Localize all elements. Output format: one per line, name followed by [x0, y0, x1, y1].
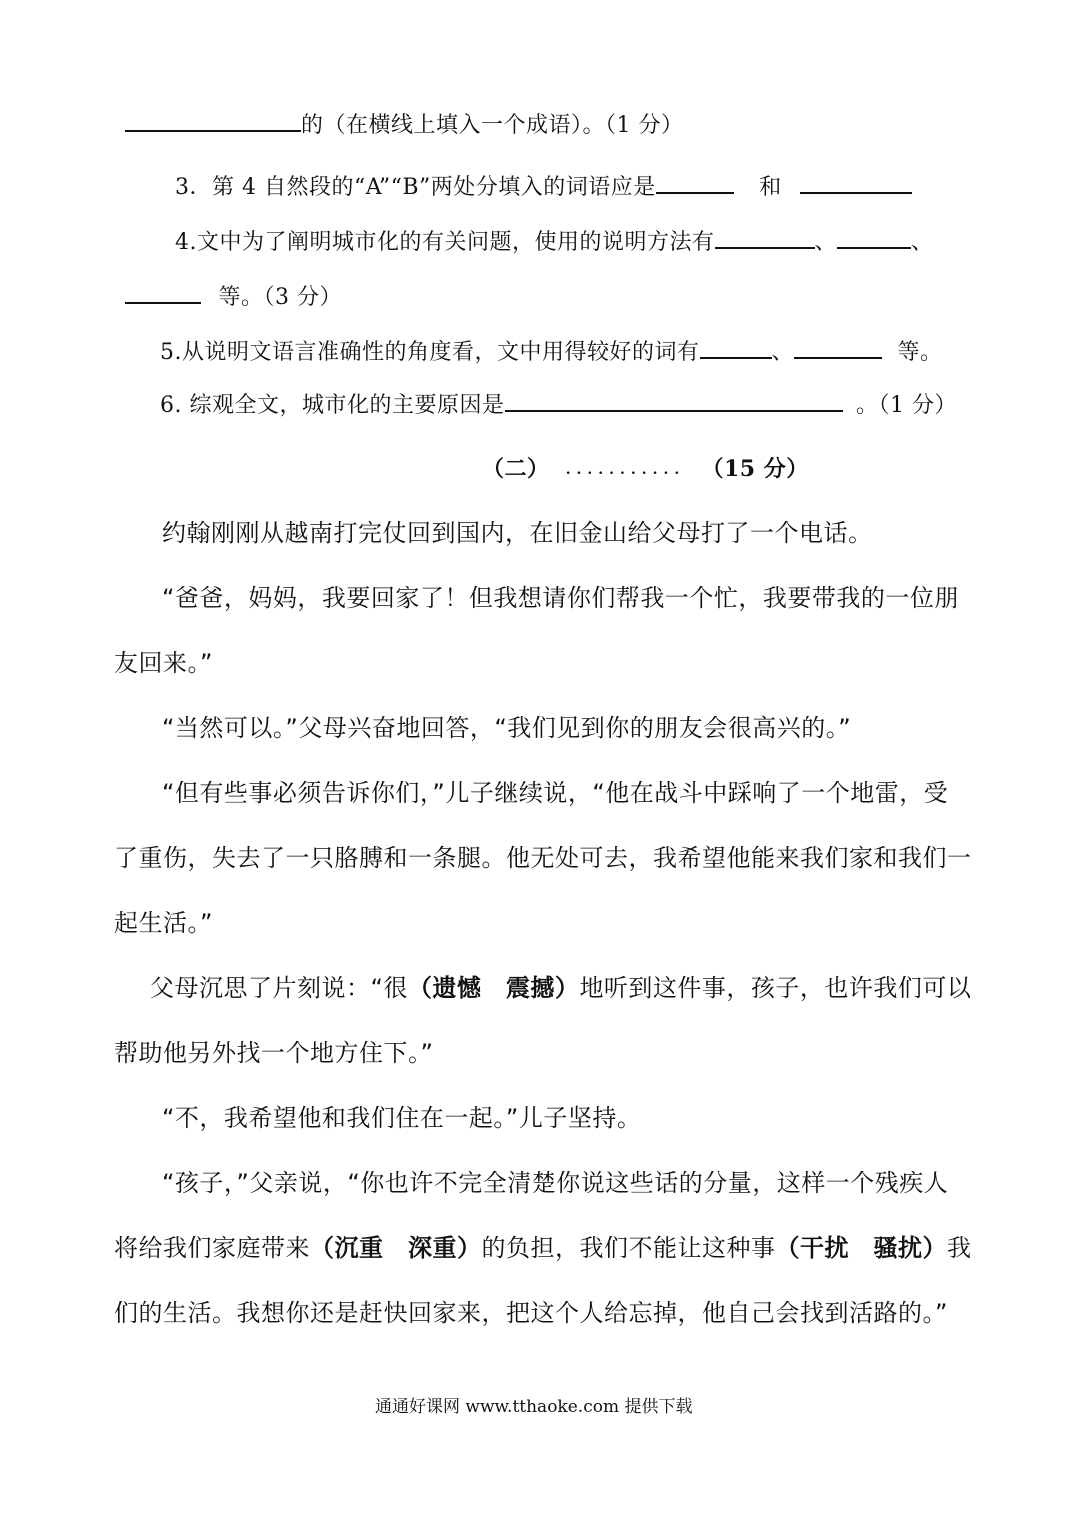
passage-line-9: 帮助他另外找一个地方住下。” — [114, 1039, 434, 1067]
answer-blank[interactable] — [125, 112, 301, 132]
section-title: （二） — [482, 456, 550, 482]
q5-tail: 等。 — [897, 340, 943, 365]
passage-line-13: 们的生活。我想你还是赶快回家来，把这个人给忘掉，他自己会找到活路的。” — [114, 1299, 948, 1327]
q3-text: 3．第 4 自然段的“A”“B”两处分填入的词语应是 — [175, 175, 656, 200]
answer-blank[interactable] — [700, 339, 772, 359]
answer-blank[interactable] — [800, 174, 912, 194]
section-score: （15 分） — [701, 456, 809, 482]
q5-sep: 、 — [771, 340, 795, 365]
word-choice-options: （沉重 深重） — [310, 1234, 482, 1262]
passage-line-6: 了重伤，失去了一只胳膊和一条腿。他无处可去，我希望他能来我们家和我们一 — [114, 844, 972, 872]
question-4-cont — [125, 280, 342, 311]
question-2-line — [125, 108, 684, 139]
question-5 — [160, 335, 943, 366]
passage-text: 我 — [947, 1234, 972, 1262]
answer-blank[interactable] — [656, 174, 734, 194]
passage-text: 的负担，我们不能让这种事 — [481, 1234, 776, 1262]
passage-text: 地听到这件事，孩子，也许我们可以 — [579, 974, 972, 1002]
page-footer: 通通好课网 www.tthaoke.com 提供下载 — [375, 1397, 693, 1417]
question-4 — [175, 225, 934, 256]
passage-text: 将给我们家庭带来 — [114, 1234, 310, 1262]
q4-sep1: 、 — [814, 230, 838, 255]
passage-line-4: “当然可以。”父母兴奋地回答，“我们见到你的朋友会很高兴的。” — [162, 714, 852, 742]
passage-line-5: “但有些事必须告诉你们，”儿子继续说，“他在战斗中踩响了一个地雷，受 — [162, 779, 949, 807]
word-choice-options: （干扰 骚扰） — [775, 1234, 947, 1262]
q3-and: 和 — [759, 175, 782, 200]
section-dots: ........... — [565, 462, 686, 478]
passage-text: 父母沉思了片刻说：“很 — [150, 974, 408, 1002]
q4-tail: 等。（3 分） — [218, 285, 342, 310]
q4-sep2: 、 — [911, 230, 934, 255]
passage-line-8 — [150, 968, 971, 1003]
answer-blank[interactable] — [505, 392, 843, 412]
passage-line-1: 约翰刚刚从越南打完仗回到国内，在旧金山给父母打了一个电话。 — [162, 519, 873, 547]
passage-line-7: 起生活。” — [114, 909, 213, 937]
q4-text: 4.文中为了阐明城市化的有关问题，使用的说明方法有 — [175, 230, 715, 255]
passage-line-10: “不，我希望他和我们住在一起。”儿子坚持。 — [162, 1104, 642, 1132]
passage-line-11: “孩子，”父亲说，“你也许不完全清楚你说这些话的分量，这样一个残疾人 — [162, 1169, 949, 1197]
q5-text: 5.从说明文语言准确性的角度看，文中用得较好的词有 — [160, 340, 700, 365]
answer-blank[interactable] — [715, 229, 815, 249]
q6-tail: 。（1 分） — [856, 393, 957, 418]
question-3 — [175, 170, 912, 201]
answer-blank[interactable] — [794, 339, 882, 359]
q2-tail: 的（在横线上填入一个成语）。（1 分） — [301, 113, 684, 138]
passage-line-3: 友回来。” — [114, 649, 213, 677]
section-heading — [482, 452, 809, 483]
q6-text: 6. 综观全文，城市化的主要原因是 — [160, 393, 505, 418]
passage-line-12 — [114, 1228, 972, 1263]
word-choice-options: （遗憾 震撼） — [407, 974, 580, 1002]
passage-line-2: “爸爸，妈妈，我要回家了！但我想请你们帮我一个忙，我要带我的一位朋 — [162, 584, 959, 612]
answer-blank[interactable] — [125, 284, 201, 304]
question-6 — [160, 388, 957, 419]
answer-blank[interactable] — [837, 229, 911, 249]
